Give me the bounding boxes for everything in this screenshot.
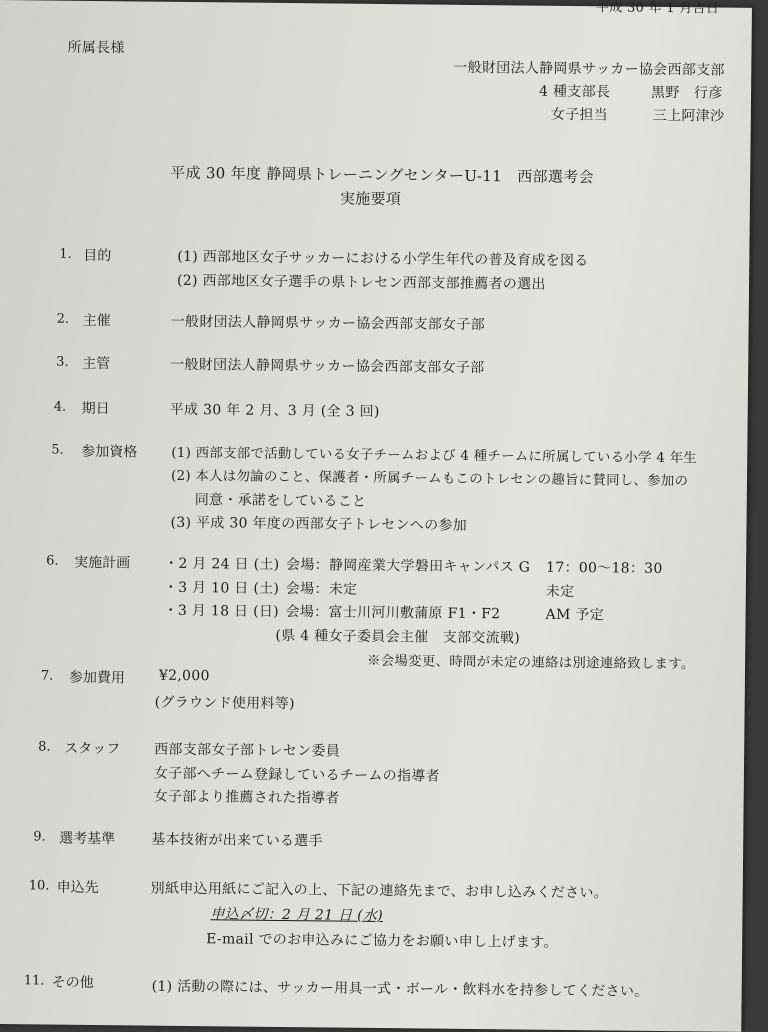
section-5-label: 参加資格: [81, 443, 138, 461]
schedule-row-2-venue: 会場：未定: [285, 581, 358, 598]
section-4-text: 平成 30 年 2 月、3 月 (全 3 回): [169, 401, 380, 420]
document-title: 平成 30 年度 静岡県トレーニングセンターU-11 西部選考会: [170, 163, 594, 187]
section-3-label: 主管: [82, 355, 111, 373]
schedule-row-3-venue: 会場：富士川河川敷蒲原 F1・F2: [285, 604, 501, 623]
sender-organization: 一般財団法人静岡県サッカー協会西部支部: [453, 59, 725, 79]
schedule-row-2-time: 未定: [545, 583, 575, 601]
section-11-label: その他: [51, 974, 94, 992]
application-line-3: E-mail でのお申込みにご協力をお願い申し上げます。: [206, 931, 558, 951]
section-8-label: スタッフ: [64, 740, 121, 758]
section-9-number: 9.: [33, 829, 46, 845]
section-2-text: 一般財団法人静岡県サッカー協会西部支部女子部: [170, 313, 486, 334]
section-5-line-4: (3) 平成 30 年度の西部女子トレセンへの参加: [170, 514, 468, 534]
schedule-note: ※会場変更、時間が未定の連絡は別途連絡致します。: [367, 653, 695, 673]
staff-line-2: 女子部へチーム登録しているチームの指導者: [153, 765, 440, 785]
fee-amount: ¥2,000: [158, 667, 210, 685]
section-5-line-2: (2) 本人は勿論のこと、保護者・所属チームもこのトレセンの趣旨に賛同し、参加の: [170, 468, 689, 490]
schedule-row-3-date: ・3 月 18 日 (日): [163, 602, 280, 620]
sender-name-2: 三上阿津沙: [652, 107, 725, 125]
schedule-row-1-time: 17：00〜18：30: [546, 559, 663, 577]
sender-role-1: 4 種支部長: [538, 83, 611, 101]
section-5-number: 5.: [51, 442, 64, 458]
other-line-1: (1) 活動の際には、サッカー用具一式・ボール・飲料水を持参してください。: [151, 978, 649, 1000]
section-10-label: 申込先: [56, 879, 99, 897]
section-6-label: 実施計画: [74, 554, 131, 572]
schedule-row-1-date: ・2 月 24 日 (土): [164, 555, 280, 573]
section-1-line-2: (2) 西部地区女子選手の県トレセン西部支部推薦者の選出: [176, 272, 546, 293]
addressee: 所属長様: [67, 39, 125, 57]
section-4-label: 期日: [81, 400, 110, 418]
section-1-line-1: (1) 西部地区女子サッカーにおける小学生年代の普及育成を図る: [177, 248, 589, 270]
section-6-number: 6.: [46, 553, 59, 569]
section-5-line-1: (1) 西部支部で活動している女子チームおよび 4 種チームに所属している小学 4 年生: [171, 445, 698, 467]
staff-line-1: 西部支部女子部トレセン委員: [154, 741, 341, 760]
section-8-number: 8.: [38, 739, 51, 755]
section-2-number: 2.: [56, 311, 70, 327]
section-10-number: 10.: [28, 878, 50, 894]
document-subtitle: 実施要項: [339, 189, 402, 209]
section-1-number: 1.: [59, 246, 72, 262]
section-11-number: 11.: [23, 973, 45, 989]
issue-date: 平成 30 年 1 月吉日: [595, 0, 720, 17]
sender-name-1: 黒野 行彦: [650, 84, 723, 102]
section-7-label: 参加費用: [68, 669, 125, 687]
section-3-number: 3.: [56, 354, 69, 370]
section-4-number: 4.: [53, 399, 67, 415]
section-9-label: 選考基準: [59, 830, 116, 848]
schedule-row-2-date: ・3 月 10 日 (土): [163, 579, 280, 597]
application-line-1: 別紙申込用紙にご記入の上、下記の連絡先まで、お申し込みください。: [150, 880, 609, 902]
section-7-number: 7.: [40, 668, 54, 684]
section-5-line-3: 同意・承諾をしていること: [194, 492, 367, 510]
section-2-label: 主催: [82, 312, 111, 330]
schedule-row-3-time: AM 予定: [545, 606, 605, 624]
fee-detail: (グラウンド使用料等): [154, 694, 295, 713]
section-3-text: 一般財団法人静岡県サッカー協会西部支部女子部: [170, 356, 485, 377]
schedule-sub-note: (県 4 種女子委員会主催 支部交流戦): [275, 627, 521, 647]
staff-line-3: 女子部より推薦された指導者: [153, 788, 340, 807]
criteria-text: 基本技術が出来ている選手: [151, 831, 323, 850]
sender-role-2: 女子担当: [550, 106, 609, 124]
schedule-row-1-venue: 会場：静岡産業大学磐田キャンパス G: [286, 557, 531, 576]
application-deadline: 申込〆切：2 月 21 日 (水): [210, 906, 384, 925]
section-1-label: 目的: [83, 247, 112, 265]
